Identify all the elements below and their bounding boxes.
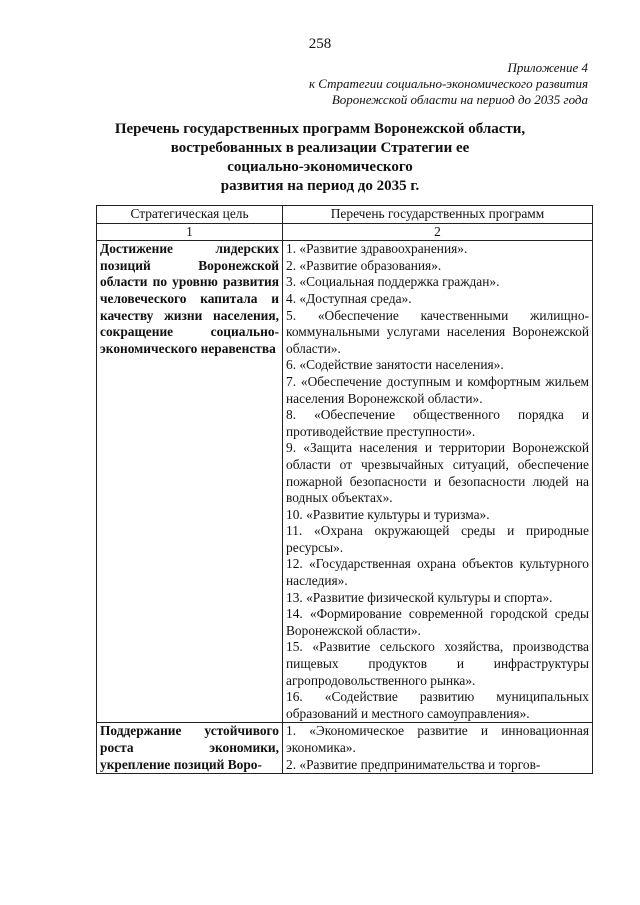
header-strategic-goal: Стратегическая цель: [97, 206, 283, 224]
program-item: 1. «Экономическое развитие и инновационная экономика».: [286, 723, 589, 755]
header-programs-list: Перечень государственных программ: [283, 206, 593, 224]
appendix-note: [258, 60, 588, 108]
program-item: 5. «Обеспечение качественными жилищно-коммунальными услугами населения Воронежской области».: [286, 307, 589, 356]
program-item: 12. «Государственная охрана объектов культурного наследия».: [286, 556, 589, 589]
document-title: [90, 120, 550, 196]
appendix-line-3: Воронежской области на период до 2035 года: [331, 92, 588, 107]
table-header-row: [97, 206, 593, 224]
appendix-line-2: к Стратегии социально-экономического развития: [308, 76, 588, 91]
column-number-1: 1: [97, 223, 283, 241]
program-item: 8. «Обеспечение общественного порядка и противодействие преступности».: [286, 407, 589, 439]
program-item: 11. «Охрана окружающей среды и природные ресурсы».: [286, 523, 589, 555]
program-item: 10. «Развитие культуры и туризма».: [286, 506, 490, 522]
program-item: 14. «Формирование современной городской среды Воронежской области».: [286, 606, 589, 638]
program-item: 16. «Содействие развитию муниципальных образований и местного самоуправления».: [286, 689, 589, 721]
program-item: 2. «Развитие образования».: [286, 257, 442, 273]
program-item: 6. «Содействие занятости населения».: [286, 357, 504, 373]
column-number-2: 2: [283, 223, 593, 241]
table-row: [97, 723, 593, 774]
appendix-line-1: Приложение 4: [507, 60, 588, 75]
programs-table: [96, 205, 593, 774]
strategic-goal-cell: Достижение лидерских позиций Воронежской области по уровню развития человеческого капитала и качеству жизни населения, сокращение социально-экономического неравенства: [97, 241, 283, 723]
program-item: 9. «Защита населения и территории Воронежской области от чрезвычайных ситуаций, обеспечение пожарной безопасности и безопасности людей на водных объектах».: [286, 440, 589, 506]
title-line-3: социально-экономического: [227, 159, 413, 175]
program-item: 7. «Обеспечение доступным и комфортным жильем населения Воронежской области».: [286, 373, 589, 406]
program-item: 3. «Социальная поддержка граждан».: [286, 274, 500, 290]
programs-cell: [283, 241, 593, 723]
table-row: [97, 241, 593, 723]
title-line-4: развития на период до 2035 г.: [220, 178, 420, 194]
programs-cell: [283, 723, 593, 774]
program-item: 15. «Развитие сельского хозяйства, производства пищевых продуктов и инфраструктуры агропродовольственного рынка».: [286, 639, 589, 688]
table-number-row: [97, 223, 593, 241]
program-item: 4. «Доступная среда».: [286, 290, 412, 306]
program-item: 1. «Развитие здравоохранения».: [286, 241, 468, 257]
strategic-goal-cell: Поддержание устойчивого роста экономики, укрепление позиций Воро-: [97, 723, 283, 774]
program-item: 2. «Развитие предпринимательства и торгов-: [286, 756, 541, 772]
program-item: 13. «Развитие физической культуры и спорта».: [286, 589, 553, 605]
title-line-1: Перечень государственных программ Воронежской области,: [114, 121, 526, 137]
page-number: 258: [308, 36, 332, 52]
title-line-2: востребованных в реализации Стратегии ее: [170, 140, 470, 156]
